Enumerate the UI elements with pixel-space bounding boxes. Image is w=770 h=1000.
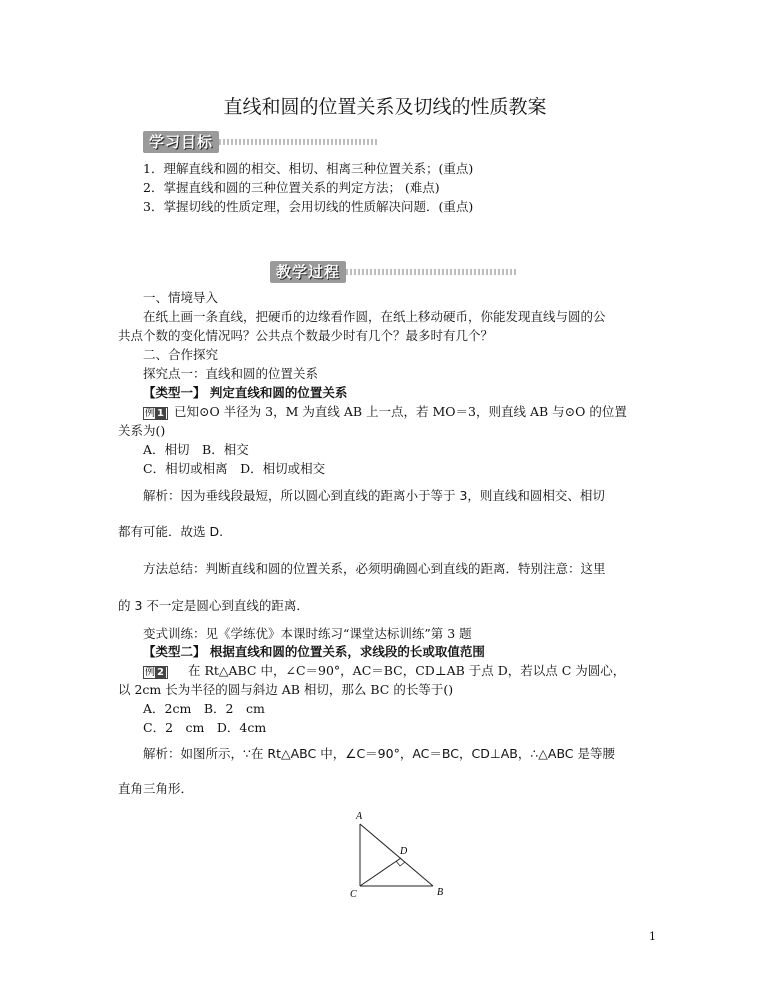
example-text: 已知⊙O 半径为 3，M 为直线 AB 上一点，若 MO＝3，则直线 AB 与⊙O 的位置 xyxy=(173,404,627,419)
banner-dots xyxy=(346,269,516,275)
variant-training: 变式训练：见《学练优》本课时练习“课堂达标训练”第 3 题 xyxy=(143,626,472,641)
label-a: A xyxy=(356,811,363,822)
method-summary: 方法总结：判断直线和圆的位置关系，必须明确圆心到直线的距离．特别注意：这里 xyxy=(143,561,606,576)
banner-label: 教学过程 xyxy=(270,261,346,283)
intro-paragraph: 共点个数的变化情况吗？公共点个数最少时有几个？最多时有几个？ xyxy=(118,328,494,343)
example-options: A．2cm B．2 cm xyxy=(143,701,265,716)
segment-cd xyxy=(360,858,401,886)
example-badge: 例 2 xyxy=(143,666,168,679)
objective-item: 3．掌握切线的性质定理，会用切线的性质解决问题．(重点) xyxy=(143,199,474,214)
objective-item: 2．掌握直线和圆的三种位置关系的判定方法； (难点) xyxy=(143,180,440,195)
teaching-process-banner xyxy=(270,261,516,283)
label-b: B xyxy=(437,887,444,898)
example-text: 以 2cm 长为半径的圆与斜边 AB 相切，那么 BC 的长等于() xyxy=(118,682,454,697)
solution-text: 解析：因为垂线段最短，所以圆心到直线的距离小于等于 3，则直线和圆相交、相切 xyxy=(143,488,605,503)
label-c: C xyxy=(350,889,357,900)
solution-text: 都有可能．故选 D. xyxy=(118,524,224,539)
method-summary: 的 3 不一定是圆心到直线的距离． xyxy=(118,598,309,613)
label-d: D xyxy=(400,846,408,857)
section-heading: 二、合作探究 xyxy=(143,347,219,362)
page-number: 1 xyxy=(649,930,656,943)
type-heading: 【类型二】 根据直线和圆的位置关系，求线段的长或取值范围 xyxy=(143,644,485,659)
learning-goals-banner xyxy=(143,131,379,153)
type-heading: 【类型一】 判定直线和圆的位置关系 xyxy=(143,385,348,400)
solution-text: 直角三角形． xyxy=(118,781,194,796)
banner-dots xyxy=(219,139,379,145)
page-title: 直线和圆的位置关系及切线的性质教案 xyxy=(223,96,547,118)
explore-point: 探究点一：直线和圆的位置关系 xyxy=(143,366,319,381)
objective-item: 1．理解直线和圆的相交、相切、相离三种位置关系；(重点) xyxy=(143,161,474,176)
example-options: C．相切或相离 D．相切或相交 xyxy=(143,461,326,476)
intro-paragraph: 在纸上画一条直线，把硬币的边缘看作圆，在纸上移动硬币，你能发现直线与圆的公 xyxy=(143,309,606,324)
example-options: C．2 cm D．4cm xyxy=(143,720,267,735)
example-badge: 例 1 xyxy=(143,407,168,420)
side-ab xyxy=(360,824,433,886)
example-text: 在 Rt△ABC 中，∠C＝90°，AC＝BC，CD⊥AB 于点 D，若以点 C 为圆心， xyxy=(187,663,626,678)
triangle-figure xyxy=(340,808,460,900)
banner-label: 学习目标 xyxy=(143,131,219,153)
section-heading: 一、情境导入 xyxy=(143,290,219,305)
example-2 xyxy=(143,662,625,680)
example-1 xyxy=(143,403,627,421)
example-options: A．相切 B．相交 xyxy=(143,442,249,457)
right-angle-mark xyxy=(396,861,405,866)
example-text: 关系为() xyxy=(118,423,166,438)
solution-text: 解析：如图所示，∵在 Rt△ABC 中，∠C＝90°，AC＝BC，CD⊥AB，∴△ABC 是等腰 xyxy=(143,746,616,761)
